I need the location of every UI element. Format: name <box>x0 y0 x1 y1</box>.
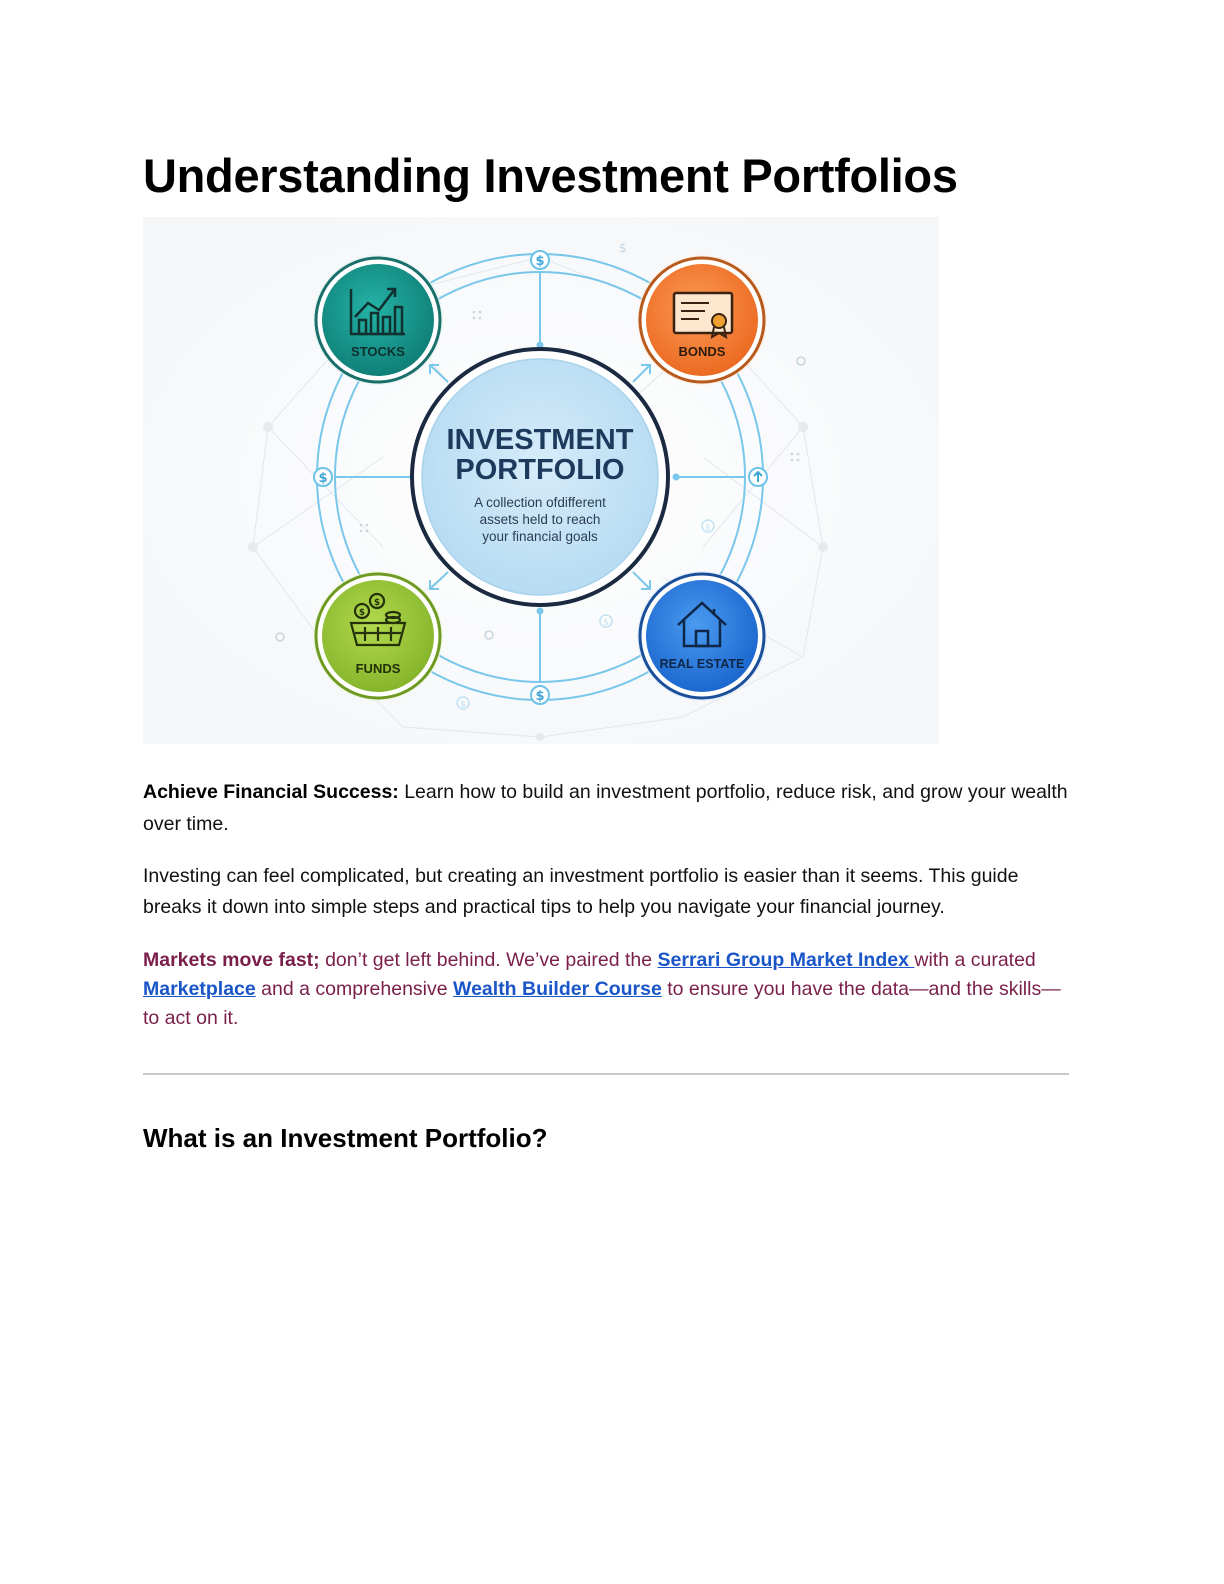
dollar-icon: $ <box>619 241 627 255</box>
stocks-node <box>313 255 443 385</box>
dollar-icon: $ <box>535 689 545 704</box>
stocks-label: STOCKS <box>351 344 405 359</box>
center-title-line1: INVESTMENT <box>446 424 634 456</box>
intro-paragraph <box>143 776 1071 840</box>
section-divider <box>143 1073 1069 1075</box>
promo-lead: Markets move fast; <box>143 949 320 971</box>
portfolio-infographic <box>143 217 939 744</box>
page-title: Understanding Investment Portfolios <box>143 149 958 202</box>
promo-text-4: to ensure you have the data—and the skills—to act on it. <box>143 978 1061 1029</box>
wealth-builder-course-link[interactable]: Wealth Builder Course <box>453 978 662 1000</box>
promo-text-1: don’t get left behind. We’ve paired the <box>319 949 658 971</box>
funds-label: FUNDS <box>355 661 401 676</box>
center-title-line2: PORTFOLIO <box>455 454 625 486</box>
promo-text-2: with a curated <box>914 949 1036 971</box>
center-desc-line1: A collection ofdifferent <box>474 495 606 510</box>
dollar-icon: $ <box>318 471 328 486</box>
bonds-node <box>637 255 767 385</box>
real-estate-node <box>637 571 767 701</box>
bonds-label: BONDS <box>678 344 726 359</box>
certificate-icon <box>674 293 732 337</box>
section-heading: What is an Investment Portfolio? <box>143 1123 548 1153</box>
intro-lead: Achieve Financial Success: <box>143 781 399 803</box>
dollar-icon: $ <box>460 700 466 710</box>
marketplace-link[interactable]: Marketplace <box>143 978 256 1000</box>
dollar-icon: $ <box>358 608 366 618</box>
body-paragraph: Investing can feel complicated, but creating an investment portfolio is easier than it seems. This guide breaks it down into simple steps and practical tips to help you navigate your financial journey. <box>143 865 1019 918</box>
center-desc-line2: assets held to reach <box>479 512 601 527</box>
promo-paragraph <box>143 946 1073 1033</box>
market-index-link[interactable]: Serrari Group Market Index <box>657 949 915 971</box>
funds-node <box>313 571 443 701</box>
center-desc-line3: your financial goals <box>482 529 598 544</box>
dollar-icon: $ <box>535 254 545 269</box>
center-portfolio-circle <box>412 349 668 605</box>
dollar-icon: $ <box>373 598 381 608</box>
dollar-icon: $ <box>705 523 711 533</box>
real-estate-label: REAL ESTATE <box>659 657 745 671</box>
dollar-icon: $ <box>603 618 609 628</box>
intro-text: Learn how to build an investment portfolio, reduce risk, and grow your wealth over time. <box>143 781 1068 835</box>
promo-text-3: and a comprehensive <box>255 978 454 1000</box>
